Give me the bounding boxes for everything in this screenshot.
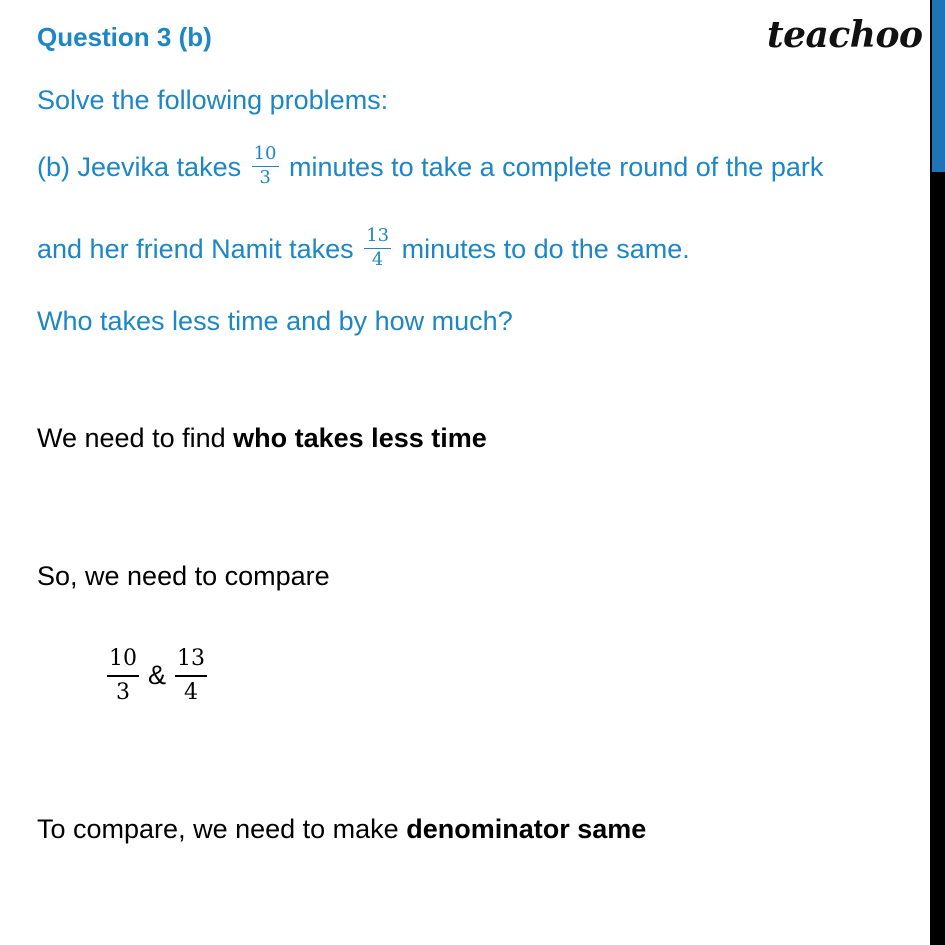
compare-fraction-2 — [175, 643, 207, 709]
question-line-3: Who takes less time and by how much? — [37, 306, 513, 336]
jeevika-time-fraction — [252, 143, 279, 189]
fraction-denominator: 3 — [259, 166, 271, 188]
question-line-1 — [37, 143, 824, 192]
question-title: Question 3 (b) — [37, 22, 212, 52]
fraction-numerator: 10 — [107, 643, 139, 677]
fraction-denominator: 4 — [184, 679, 199, 705]
fraction-numerator: 10 — [252, 143, 279, 167]
solution-step-1-prefix: We need to find — [37, 423, 234, 453]
compare-fraction-1 — [107, 643, 139, 709]
question-instruction: Solve the following problems: — [37, 85, 389, 115]
compare-separator: & — [148, 660, 167, 691]
solution-step-3-bold: denominator same — [406, 814, 647, 844]
fraction-numerator: 13 — [175, 643, 207, 677]
scrollbar-thumb[interactable] — [932, 0, 945, 172]
solution-step-1 — [37, 425, 487, 452]
solution-step-3-prefix: To compare, we need to make — [37, 814, 407, 844]
solution-step-2: So, we need to compare — [37, 561, 330, 591]
fraction-denominator: 3 — [116, 679, 130, 705]
solution-step-1-bold: who takes less time — [233, 423, 487, 453]
question-line-2-prefix: and her friend Namit takes — [37, 234, 354, 265]
teachoo-logo: teachoo — [767, 14, 923, 56]
question-line-1-prefix: (b) Jeevika takes — [37, 152, 242, 183]
question-line-2 — [37, 225, 690, 274]
vertical-scrollbar[interactable] — [930, 0, 945, 945]
question-line-2-suffix: minutes to do the same. — [401, 234, 690, 265]
question-line-1-suffix: minutes to take a complete round of the park — [289, 152, 824, 183]
solution-step-3 — [37, 816, 646, 843]
fraction-denominator: 4 — [371, 248, 384, 270]
comparison-fractions — [104, 646, 210, 712]
fraction-numerator: 13 — [364, 225, 391, 249]
namit-time-fraction — [364, 225, 391, 271]
